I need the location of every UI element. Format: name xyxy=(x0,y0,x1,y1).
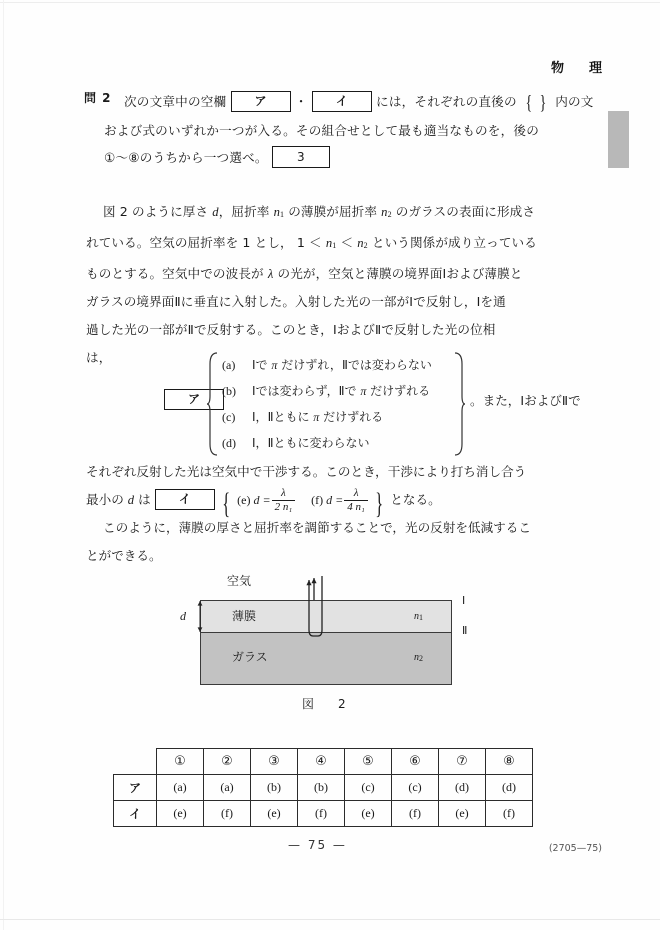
table-col-head-6: ⑥ xyxy=(392,749,439,775)
para1-line2: れている。空気の屈折率を 1 とし， $1 < n_1 < n_2$ という関係が成り立っている xyxy=(86,235,537,250)
stem-line1-part-c: 内の文 xyxy=(555,94,594,109)
table-cell-b-7: (e) xyxy=(439,801,486,827)
stem-line2: および式のいずれか一つが入る。その組合せとして最も適当なものを，後の xyxy=(104,123,539,138)
table-col-head-7: ⑦ xyxy=(439,749,486,775)
stem-line3-text: ①～⑧のうちから一つ選べ。 xyxy=(104,150,268,165)
table-corner-cell xyxy=(114,749,157,775)
figure-interface-I-label: Ⅰ xyxy=(462,595,466,607)
formula-e-numerator: λ xyxy=(280,487,286,500)
table-row-head-b: イ xyxy=(114,801,157,827)
scan-edge-bottom xyxy=(0,919,660,920)
scan-edge-top xyxy=(0,2,660,3)
formula-f-tag: (f) xyxy=(311,493,324,507)
question-number: 問 2 xyxy=(84,91,112,105)
para2-line2-suffix: となる。 xyxy=(390,492,441,507)
formula-e-lhs: d = xyxy=(253,493,271,507)
figure-air-label: 空気 xyxy=(227,574,252,588)
para1-line4: ガラスの境界面Ⅱに垂直に入射した。入射した光の一部がⅠで反射し，Ⅰを通 xyxy=(86,294,506,309)
table-cell-a-8: (d) xyxy=(486,775,533,801)
options-group-a xyxy=(160,352,590,456)
scan-edge-left xyxy=(3,0,4,930)
table-cell-b-4: (f) xyxy=(298,801,345,827)
thin-film-figure xyxy=(180,572,492,712)
option-tag-a: (a) xyxy=(222,358,236,372)
option-tag-c: (c) xyxy=(222,410,236,424)
option-item-d[interactable] xyxy=(222,430,462,456)
paragraph-two xyxy=(86,458,591,570)
figure-ray-paths xyxy=(192,572,492,712)
para2-line3: このように，薄膜の厚さと屈折率を調節することで，光の反射を低減するこ xyxy=(103,520,531,536)
table-row xyxy=(114,801,533,827)
option-item-b[interactable] xyxy=(222,378,462,404)
form-code: (2705—75) xyxy=(548,843,602,854)
options-tail-text: 。また，ⅠおよびⅡで xyxy=(470,393,581,408)
formula-f-denominator: 4 n₁ xyxy=(344,500,368,514)
table-cell-b-8: (f) xyxy=(486,801,533,827)
margin-index-mark xyxy=(608,111,629,168)
formula-f-numerator: λ xyxy=(353,487,359,500)
stem-line3 xyxy=(104,144,594,171)
table-cell-a-4: (b) xyxy=(298,775,345,801)
table-cell-a-6: (c) xyxy=(392,775,439,801)
options-list xyxy=(222,352,462,456)
stem-line1-part-b: には，それぞれの直後の xyxy=(376,94,517,109)
para2-line2: 最小の d は イ { (e) d = $\frac{\lambda}{\text{2 n₁}}$ (f) d = $\frac{\lambda}{\text{4 n₁}}$ } となる。 xyxy=(86,487,441,520)
formula-e[interactable] xyxy=(237,487,299,513)
question-stem xyxy=(104,88,594,171)
para1-line3: ものとする。空気中での波長が λ の光が，空気と薄膜の境界面Ⅰおよび薄膜と xyxy=(86,266,523,281)
table-col-head-1: ① xyxy=(157,749,204,775)
option-tag-b: (b) xyxy=(222,384,236,398)
figure-n2-label: $n_2$ xyxy=(414,652,423,663)
para1-line1: 図 2 のように厚さ d，屈折率 $n_1$ の薄膜が屈折率 $n_2$ のガラスの表面に形成さ xyxy=(103,204,536,219)
table-cell-b-2: (f) xyxy=(204,801,251,827)
table-cell-a-3: (b) xyxy=(251,775,298,801)
option-text-a: Ⅰで π だけずれ，Ⅱでは変わらない xyxy=(252,358,432,372)
figure-thickness-label: d xyxy=(180,609,186,623)
option-text-b: Ⅰでは変わらず，Ⅱで π だけずれる xyxy=(252,384,431,398)
option-item-a[interactable] xyxy=(222,352,462,378)
blank-box-a-options[interactable]: ア xyxy=(164,389,224,410)
option-tag-d: (d) xyxy=(222,436,236,450)
table-cell-b-3: (e) xyxy=(251,801,298,827)
figure-glass-label: ガラス xyxy=(232,650,268,664)
formula-e-tag: (e) xyxy=(237,493,251,507)
subject-title: 物 理 xyxy=(550,61,608,76)
table-cell-a-5: (c) xyxy=(345,775,392,801)
formula-e-denominator: 2 n₁ xyxy=(272,500,296,514)
figure-n1-label: $n_1$ xyxy=(414,611,423,622)
page-number: — 75 — xyxy=(288,838,347,852)
table-col-head-8: ⑧ xyxy=(486,749,533,775)
option-text-d: Ⅰ，Ⅱともに変わらない xyxy=(252,436,370,450)
blank-box-b-formula[interactable]: イ xyxy=(155,489,215,510)
table-cell-b-6: (f) xyxy=(392,801,439,827)
figure-interface-II-label: Ⅱ xyxy=(462,625,468,637)
blank-box-a[interactable]: ア xyxy=(231,91,291,112)
figure-film-label: 薄膜 xyxy=(232,609,257,623)
table-row-head-a: ア xyxy=(114,775,157,801)
option-item-c[interactable] xyxy=(222,404,462,430)
blank-separator: ・ xyxy=(294,94,308,109)
formula-e-fraction xyxy=(272,487,296,513)
formula-f[interactable] xyxy=(311,487,372,513)
para1-line5: 過した光の一部がⅡで反射する。このとき，ⅠおよびⅡで反射した光の位相 xyxy=(86,322,496,337)
paragraph-one xyxy=(86,198,586,372)
table-col-head-4: ④ xyxy=(298,749,345,775)
option-text-c: Ⅰ，Ⅱともに π だけずれる xyxy=(252,410,384,424)
para1-line6: は， xyxy=(86,350,112,365)
answer-number-box[interactable]: 3 xyxy=(272,146,330,168)
table-cell-a-1: (a) xyxy=(157,775,204,801)
stem-line1-part-a: 次の文章中の空欄 xyxy=(124,94,227,109)
para2-line4: とができる。 xyxy=(86,548,162,564)
para2-line1: それぞれ反射した光は空気中で干渉する。このとき，干渉により打ち消し合う xyxy=(86,464,527,479)
formula-f-fraction xyxy=(344,487,368,513)
table-col-head-2: ② xyxy=(204,749,251,775)
formula-f-lhs: d = xyxy=(326,493,344,507)
table-cell-a-2: (a) xyxy=(204,775,251,801)
table-col-head-5: ⑤ xyxy=(345,749,392,775)
table-cell-a-7: (d) xyxy=(439,775,486,801)
table-cell-b-1: (e) xyxy=(157,801,204,827)
table-col-head-3: ③ xyxy=(251,749,298,775)
table-row xyxy=(114,775,533,801)
answer-choice-table xyxy=(113,748,533,827)
blank-box-b[interactable]: イ xyxy=(312,91,372,112)
brace-left-icon xyxy=(206,352,218,456)
table-header-row xyxy=(114,749,533,775)
inline-brace-icon: { } xyxy=(525,92,547,114)
table-cell-b-5: (e) xyxy=(345,801,392,827)
figure-caption: 図 2 xyxy=(302,697,352,711)
